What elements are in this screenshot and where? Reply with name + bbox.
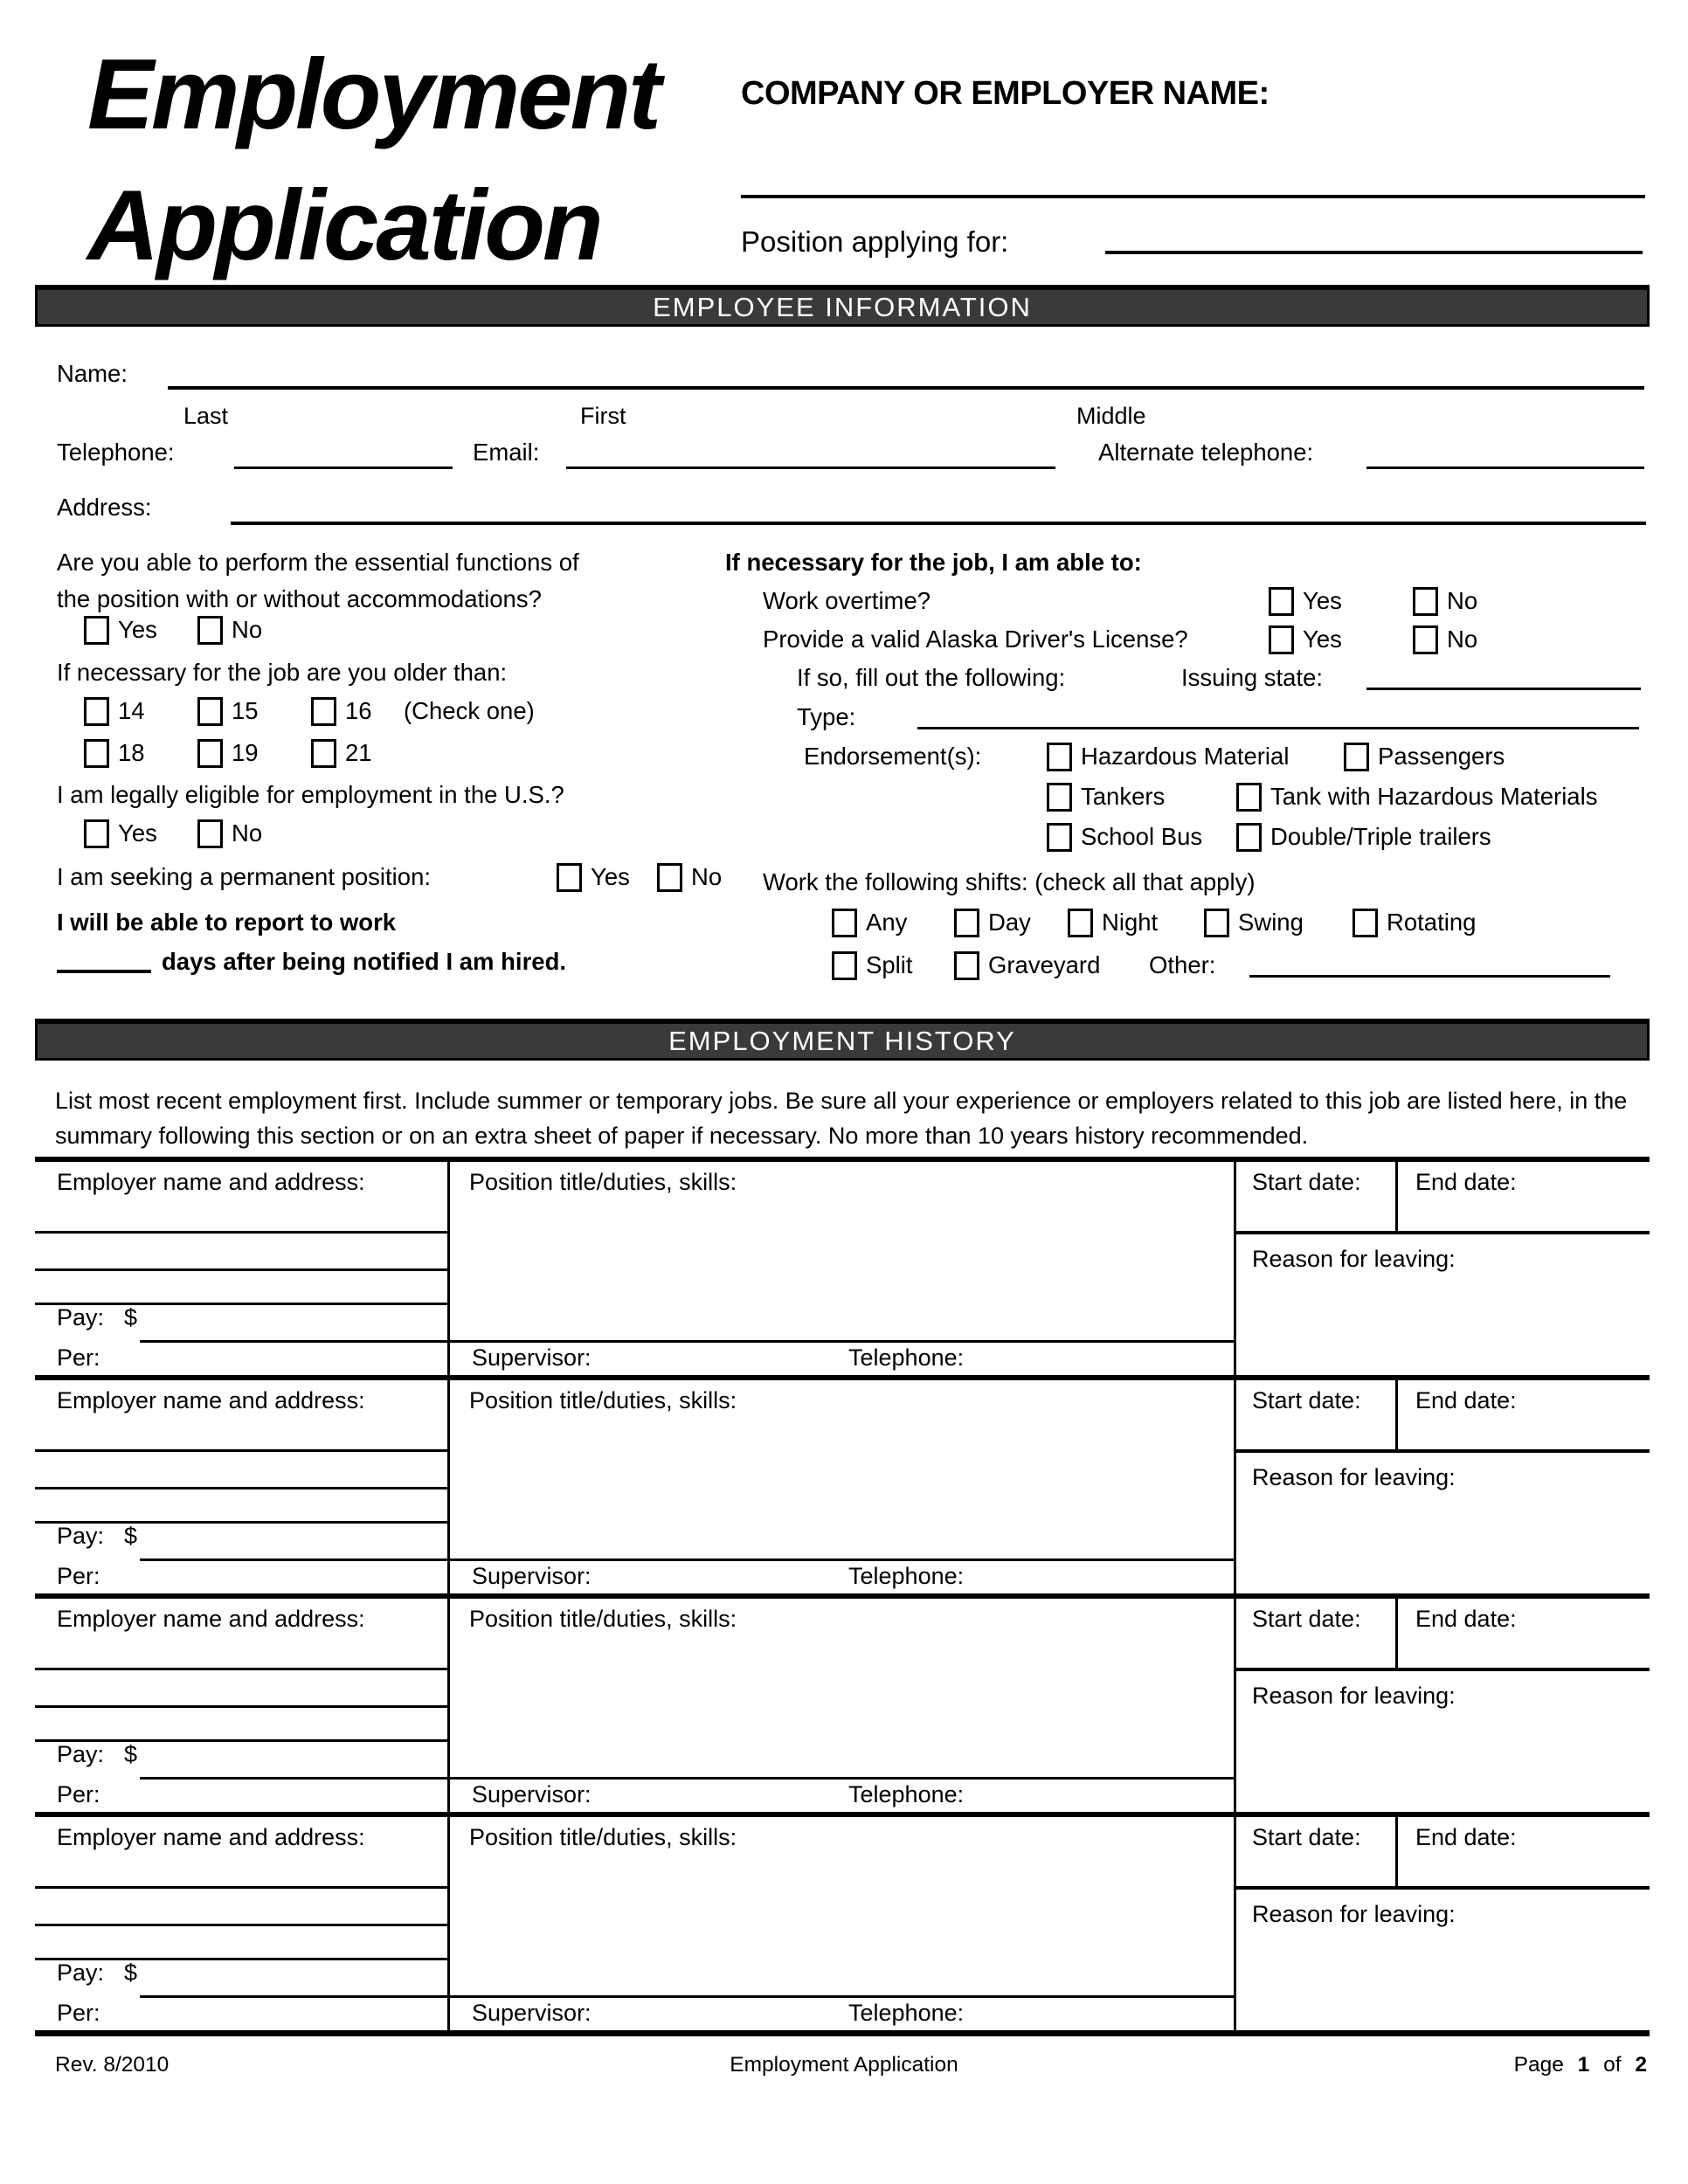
- dates-column: [1236, 1599, 1650, 1812]
- checkbox-shift-split[interactable]: [832, 951, 857, 980]
- employer-address-line-2[interactable]: [35, 1924, 447, 1926]
- permanent-position-question: I am seeking a permanent position:: [57, 863, 432, 890]
- endorsement-hazardous-material-label: Hazardous Material: [1081, 743, 1290, 770]
- shift-rotating-label: Rotating: [1387, 909, 1477, 936]
- footer-page-total: 2: [1635, 2053, 1647, 2077]
- endorsement-tank-hazmat-label: Tank with Hazardous Materials: [1270, 783, 1598, 810]
- employment-history-bar: [35, 1019, 1650, 1061]
- report-to-work-line1: I will be able to report to work: [57, 909, 397, 936]
- employer-column: [35, 1380, 450, 1593]
- position-column: [450, 1817, 1236, 2030]
- checkbox-shift-day[interactable]: [954, 909, 979, 937]
- employee-information-title: EMPLOYEE INFORMATION: [653, 291, 1032, 322]
- employer-address-line-1[interactable]: [35, 1886, 447, 1889]
- permanent-position-row: [57, 861, 722, 893]
- overtime-row: [763, 585, 1477, 617]
- eligible-yes-label: Yes: [118, 819, 157, 847]
- age-18-label: 18: [118, 739, 145, 766]
- endorsements-row3: [1047, 821, 1491, 853]
- pay-label: Pay:: [57, 1304, 105, 1330]
- endorsement-passengers-label: Passengers: [1378, 743, 1505, 770]
- issuing-state-row: [797, 661, 1641, 695]
- employer-address-line-2[interactable]: [35, 1268, 447, 1271]
- dates-column: [1236, 1162, 1650, 1375]
- overtime-yes-label: Yes: [1303, 587, 1342, 614]
- address-label: Address:: [57, 494, 152, 521]
- supervisor-label: Supervisor:: [472, 1344, 591, 1371]
- position-column: [450, 1380, 1236, 1593]
- start-date-label: Start date:: [1252, 1169, 1361, 1195]
- history-block: [35, 1593, 1650, 1812]
- reason-for-leaving-label: Reason for leaving:: [1252, 1683, 1456, 1709]
- start-date-cell[interactable]: [1236, 1817, 1398, 1886]
- supervisor-label: Supervisor:: [472, 1563, 591, 1589]
- permanent-no-label: No: [691, 863, 723, 890]
- older-than-question: If necessary for the job are you older than:: [57, 659, 508, 686]
- form-title-line1: Employment: [87, 39, 660, 150]
- alternate-telephone-field[interactable]: [1366, 467, 1644, 469]
- pay-amount-field[interactable]: [140, 1777, 447, 1780]
- checkbox-endorsement-passengers[interactable]: [1344, 743, 1369, 771]
- report-to-work-line2: [57, 945, 566, 978]
- checkbox-license-no[interactable]: [1413, 625, 1438, 654]
- form-title: [87, 30, 659, 292]
- checkbox-license-yes[interactable]: [1269, 625, 1294, 654]
- shift-swing-label: Swing: [1238, 909, 1304, 936]
- pay-currency-symbol: $: [124, 1959, 138, 1986]
- pay-currency-symbol: $: [124, 1304, 138, 1330]
- footer-revision: Rev. 8/2010: [55, 2053, 169, 2077]
- alternate-telephone-label: Alternate telephone:: [1098, 439, 1314, 466]
- eligible-options: [84, 818, 262, 849]
- endorsement-double-triple-label: Double/Triple trailers: [1270, 823, 1491, 850]
- dates-row-divider: [1236, 1449, 1650, 1453]
- email-field[interactable]: [566, 467, 1055, 469]
- position-title-duties-label: Position title/duties, skills:: [469, 1606, 737, 1632]
- license-row: [763, 624, 1477, 655]
- age-14-label: 14: [118, 697, 145, 724]
- name-middle-sublabel: Middle: [1076, 402, 1146, 429]
- pay-label: Pay:: [57, 1741, 105, 1767]
- employer-name-address-label: Employer name and address:: [57, 1606, 365, 1632]
- employer-address-line-2[interactable]: [35, 1705, 447, 1708]
- per-label: Per:: [57, 2000, 100, 2026]
- supervisor-row-divider: [450, 1340, 1234, 1343]
- position-column: [450, 1599, 1236, 1812]
- footer-page-number: 1: [1577, 2053, 1590, 2077]
- name-label: Name:: [57, 360, 128, 387]
- checkbox-essential-no[interactable]: [197, 616, 223, 645]
- supervisor-row-divider: [450, 1995, 1234, 1998]
- reason-for-leaving-label: Reason for leaving:: [1252, 1246, 1456, 1272]
- company-name-field[interactable]: [741, 195, 1645, 198]
- shift-day-label: Day: [988, 909, 1031, 936]
- checkbox-shift-swing[interactable]: [1204, 909, 1229, 937]
- history-block: [35, 1157, 1650, 1375]
- checkbox-endorsement-hazardous-material[interactable]: [1047, 743, 1072, 771]
- shift-graveyard-label: Graveyard: [988, 951, 1101, 978]
- history-block: [35, 1812, 1650, 2030]
- checkbox-age-16[interactable]: [311, 697, 336, 726]
- checkbox-shift-graveyard[interactable]: [954, 951, 979, 980]
- age-19-label: 19: [232, 739, 259, 766]
- employer-address-line-2[interactable]: [35, 1487, 447, 1489]
- end-date-label: End date:: [1415, 1169, 1517, 1195]
- supervisor-label: Supervisor:: [472, 2000, 591, 2026]
- employment-history-intro: List most recent employment first. Include summer or temporary jobs. Be sure all your experience or employers related to this job are listed here, in the summary following this section or on an extra sheet of paper if necessary. No more than 10 years history recommended.: [55, 1088, 1628, 1149]
- checkbox-essential-yes[interactable]: [84, 616, 109, 645]
- end-date-label: End date:: [1415, 1824, 1517, 1850]
- checkbox-age-14[interactable]: [84, 697, 109, 726]
- eligible-no-label: No: [232, 819, 263, 847]
- supervisor-telephone-label: Telephone:: [848, 2000, 965, 2026]
- position-applying-field[interactable]: [1105, 251, 1643, 254]
- start-date-cell[interactable]: [1236, 1162, 1398, 1231]
- eligible-question: I am legally eligible for employment in the U.S.?: [57, 781, 564, 808]
- age-15-label: 15: [232, 697, 259, 724]
- employer-column: [35, 1817, 450, 2030]
- dates-column: [1236, 1817, 1650, 2030]
- other-shift-field[interactable]: [1249, 975, 1610, 978]
- dates-row-divider: [1236, 1886, 1650, 1890]
- essential-functions-question-line1: Are you able to perform the essential functions of: [57, 549, 579, 576]
- checkbox-eligible-yes[interactable]: [84, 819, 109, 848]
- checkbox-overtime-yes[interactable]: [1269, 587, 1294, 616]
- check-one-note: (Check one): [404, 697, 535, 724]
- history-block: [35, 1375, 1650, 1593]
- checkbox-age-21[interactable]: [311, 739, 336, 768]
- position-row: [741, 220, 1643, 259]
- start-date-label: Start date:: [1252, 1387, 1361, 1413]
- dates-column: [1236, 1380, 1650, 1593]
- license-type-label: Type:: [797, 703, 856, 730]
- supervisor-label: Supervisor:: [472, 1781, 591, 1807]
- footer-of-word: of: [1603, 2053, 1622, 2077]
- age-options-row1: [84, 695, 535, 727]
- endorsements-row2: [1047, 781, 1597, 812]
- able-to-header: If necessary for the job, I am able to:: [725, 549, 1142, 576]
- pay-currency-symbol: $: [124, 1523, 138, 1549]
- form-title-line2: Application: [87, 170, 601, 281]
- footer-document-title: Employment Application: [730, 2053, 958, 2077]
- pay-amount-field[interactable]: [140, 1559, 447, 1561]
- position-title-duties-label: Position title/duties, skills:: [469, 1169, 737, 1195]
- name-last-sublabel: Last: [183, 402, 229, 429]
- employer-name-address-label: Employer name and address:: [57, 1824, 365, 1850]
- page-footer: [0, 2053, 1688, 2083]
- start-date-cell[interactable]: [1236, 1599, 1398, 1668]
- employer-address-line-1[interactable]: [35, 1449, 447, 1452]
- company-name-label: COMPANY OR EMPLOYER NAME:: [741, 75, 1269, 112]
- endorsements-label: Endorsement(s):: [804, 743, 982, 770]
- report-to-work-line2-text: days after being notified I am hired.: [162, 948, 567, 975]
- email-label: Email:: [473, 439, 540, 466]
- reason-for-leaving-label: Reason for leaving:: [1252, 1464, 1456, 1490]
- age-options-row2: [84, 737, 372, 769]
- employer-address-line-1[interactable]: [35, 1668, 447, 1670]
- start-date-label: Start date:: [1252, 1824, 1361, 1850]
- footer-page-indicator: [1514, 2053, 1647, 2077]
- if-so-label: If so, fill out the following:: [797, 664, 1066, 691]
- address-field[interactable]: [231, 522, 1646, 525]
- endorsement-school-bus-label: School Bus: [1081, 823, 1203, 850]
- pay-currency-symbol: $: [124, 1741, 138, 1767]
- supervisor-row-divider: [450, 1559, 1234, 1561]
- permanent-yes-label: Yes: [591, 863, 630, 890]
- essential-functions-options: [84, 614, 262, 646]
- endorsement-tankers-label: Tankers: [1081, 783, 1166, 810]
- employment-history-title: EMPLOYMENT HISTORY: [668, 1025, 1016, 1056]
- checkbox-age-18[interactable]: [84, 739, 109, 768]
- checkbox-age-19[interactable]: [197, 739, 223, 768]
- license-type-row: [797, 701, 1639, 734]
- employer-address-line-1[interactable]: [35, 1231, 447, 1234]
- checkbox-endorsement-school-bus[interactable]: [1047, 823, 1072, 852]
- position-column: [450, 1162, 1236, 1375]
- issuing-state-field[interactable]: [1366, 688, 1641, 690]
- start-date-label: Start date:: [1252, 1606, 1361, 1632]
- shifts-row2: [832, 949, 1610, 982]
- license-question: Provide a valid Alaska Driver's License?: [763, 625, 1188, 653]
- supervisor-telephone-label: Telephone:: [848, 1563, 965, 1589]
- overtime-question: Work overtime?: [763, 587, 931, 614]
- checkbox-overtime-no[interactable]: [1413, 587, 1438, 616]
- shifts-header: Work the following shifts: (check all that apply): [763, 868, 1256, 895]
- checkbox-shift-any[interactable]: [832, 909, 857, 937]
- employee-information-bar: [35, 285, 1650, 327]
- employer-column: [35, 1599, 450, 1812]
- name-field[interactable]: [168, 386, 1644, 390]
- checkbox-age-15[interactable]: [197, 697, 223, 726]
- per-label: Per:: [57, 1563, 100, 1589]
- checkbox-permanent-no[interactable]: [657, 863, 682, 892]
- supervisor-telephone-label: Telephone:: [848, 1344, 965, 1371]
- employment-history-table: [35, 1157, 1650, 2036]
- pay-amount-field[interactable]: [140, 1340, 447, 1343]
- per-label: Per:: [57, 1344, 100, 1371]
- issuing-state-label: Issuing state:: [1181, 664, 1324, 691]
- employer-name-address-label: Employer name and address:: [57, 1387, 365, 1413]
- overtime-no-label: No: [1447, 587, 1478, 614]
- checkbox-eligible-no[interactable]: [197, 819, 223, 848]
- checkbox-endorsement-double-triple[interactable]: [1236, 823, 1262, 852]
- supervisor-telephone-label: Telephone:: [848, 1781, 965, 1807]
- end-date-label: End date:: [1415, 1606, 1517, 1632]
- checkbox-permanent-yes[interactable]: [557, 863, 582, 892]
- essential-no-label: No: [232, 616, 263, 643]
- position-title-duties-label: Position title/duties, skills:: [469, 1824, 737, 1850]
- shift-split-label: Split: [866, 951, 913, 978]
- supervisor-row-divider: [450, 1777, 1234, 1780]
- footer-page-word: Page: [1513, 2053, 1564, 2077]
- shifts-row1: [832, 907, 1476, 938]
- end-date-label: End date:: [1415, 1387, 1517, 1413]
- age-21-label: 21: [345, 739, 372, 766]
- reason-for-leaving-label: Reason for leaving:: [1252, 1901, 1456, 1927]
- telephone-field[interactable]: [234, 467, 453, 469]
- pay-label: Pay:: [57, 1959, 105, 1986]
- shift-any-label: Any: [866, 909, 908, 936]
- other-shift-label: Other:: [1149, 951, 1216, 978]
- license-type-field[interactable]: [917, 727, 1639, 729]
- license-no-label: No: [1447, 625, 1478, 653]
- dates-row-divider: [1236, 1231, 1650, 1234]
- start-date-cell[interactable]: [1236, 1380, 1398, 1449]
- telephone-label: Telephone:: [57, 439, 175, 466]
- position-title-duties-label: Position title/duties, skills:: [469, 1387, 737, 1413]
- name-first-sublabel: First: [580, 402, 626, 429]
- per-label: Per:: [57, 1781, 100, 1807]
- position-applying-label: Position applying for:: [741, 225, 1009, 258]
- checkbox-shift-night[interactable]: [1068, 909, 1093, 937]
- checkbox-endorsement-tankers[interactable]: [1047, 783, 1072, 812]
- license-yes-label: Yes: [1303, 625, 1342, 653]
- age-16-label: 16: [345, 697, 372, 724]
- employer-column: [35, 1162, 450, 1375]
- report-days-field[interactable]: [57, 970, 151, 973]
- endorsements-row1: [804, 741, 1505, 772]
- checkbox-endorsement-tank-hazmat[interactable]: [1236, 783, 1262, 812]
- shift-night-label: Night: [1102, 909, 1159, 936]
- dates-row-divider: [1236, 1668, 1650, 1671]
- pay-amount-field[interactable]: [140, 1995, 447, 1998]
- essential-yes-label: Yes: [118, 616, 157, 643]
- checkbox-shift-rotating[interactable]: [1352, 909, 1378, 937]
- pay-label: Pay:: [57, 1523, 105, 1549]
- essential-functions-question-line2: the position with or without accommodations?: [57, 585, 542, 612]
- employer-name-address-label: Employer name and address:: [57, 1169, 365, 1195]
